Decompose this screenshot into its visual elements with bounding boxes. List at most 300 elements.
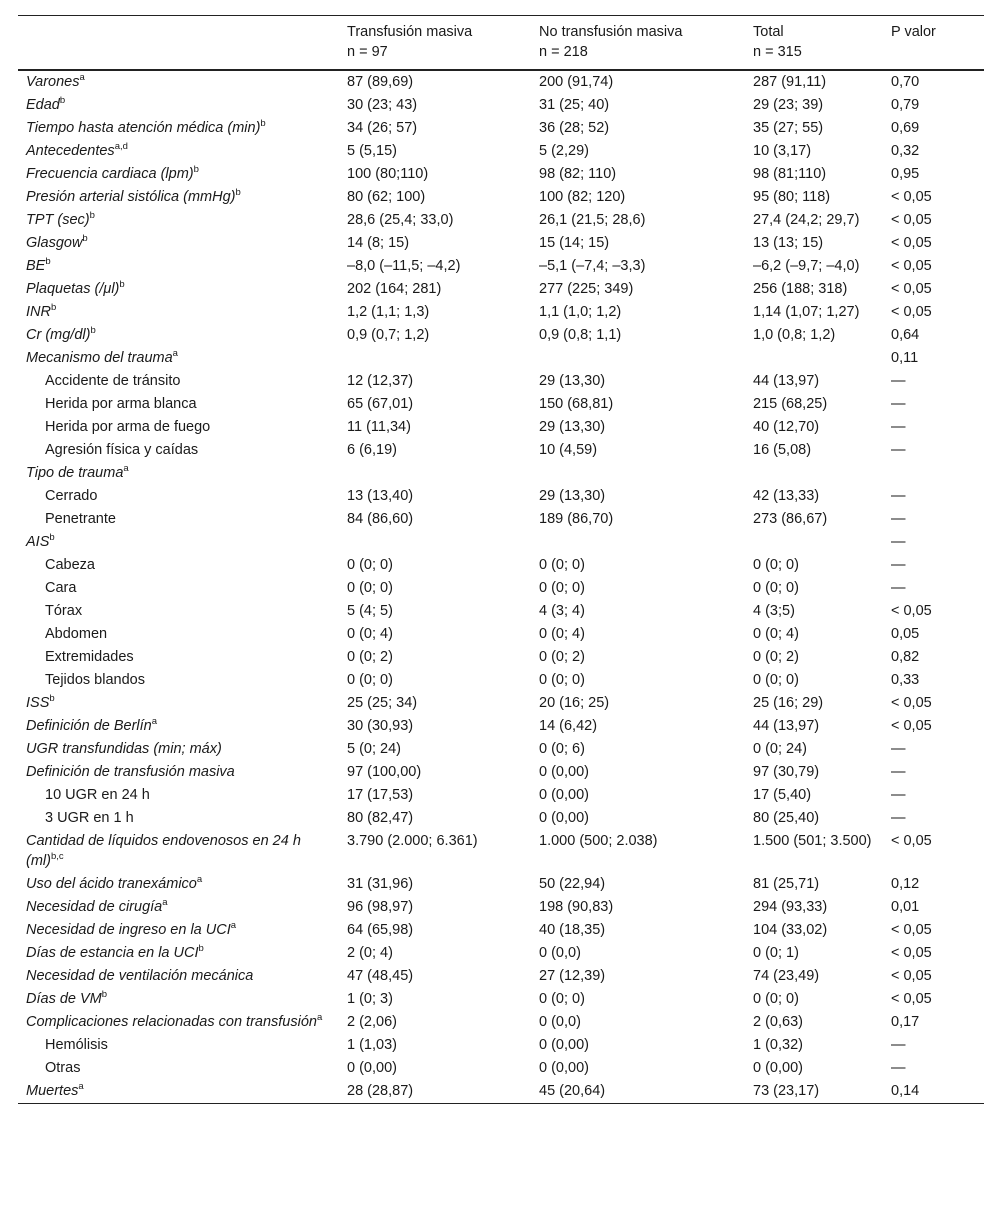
cell-p-valor: < 0,05 [891, 945, 932, 961]
row-label: Varones [26, 74, 80, 90]
row-label: BE [26, 258, 46, 274]
footnote-marker: a [316, 1012, 323, 1024]
row-label-cell [18, 347, 339, 370]
cell-no-transfusion-masiva: 40 (18,35) [539, 922, 606, 938]
row-label: Muertes [26, 1083, 79, 1099]
row-label: Abdomen [45, 626, 108, 642]
cell-p-valor: 0,32 [891, 143, 920, 159]
cell-total: 1.500 (501; 3.500) [753, 833, 872, 849]
cell-p-valor: — [891, 787, 906, 803]
table-row [18, 577, 984, 600]
row-label-cell [18, 393, 339, 416]
row-label-cell [18, 807, 339, 830]
row-label-cell [18, 94, 339, 117]
cell-total: 287 (91,11) [753, 74, 827, 90]
cell-p-valor: — [891, 419, 906, 435]
footnote-marker: a [78, 1081, 84, 1093]
row-label-cell [18, 554, 339, 577]
row-label: UGR transfundidas (min; máx) [26, 741, 222, 757]
table-row [18, 554, 984, 577]
table-row [18, 508, 984, 531]
cell-total [745, 531, 883, 554]
header-title: Total [753, 24, 784, 40]
cell-transfusion-masiva: 96 (98,97) [347, 899, 414, 915]
row-label-cell [18, 186, 339, 209]
row-label: 3 UGR en 1 h [45, 810, 134, 826]
row-label-cell [18, 738, 339, 761]
table-row [18, 278, 984, 301]
cell-no-transfusion-masiva: 4 (3; 4) [539, 603, 585, 619]
table-row [18, 1034, 984, 1057]
table-row [18, 186, 984, 209]
row-label: Edad [26, 97, 60, 113]
cell-no-transfusion-masiva: 5 (2,29) [539, 143, 589, 159]
cell-total: 13 (13; 15) [753, 235, 824, 251]
cell-transfusion-masiva: 0,9 (0,7; 1,2) [347, 327, 430, 343]
row-label-cell [18, 163, 339, 186]
cell-p-valor: 0,01 [891, 899, 920, 915]
cell-no-transfusion-masiva: 29 (13,30) [539, 373, 606, 389]
footnote-marker: a,d [114, 141, 128, 153]
table-row [18, 70, 984, 94]
cell-total: 0 (0; 0) [753, 580, 799, 596]
cell-total: 95 (80; 118) [753, 189, 831, 205]
header-n: n = 315 [753, 44, 802, 60]
cell-transfusion-masiva: 87 (89,69) [347, 74, 414, 90]
footnote-marker: b [90, 325, 96, 337]
cell-p-valor: — [891, 373, 906, 389]
cell-p-valor: 0,17 [891, 1014, 920, 1030]
row-label: Plaquetas (/μl) [26, 281, 120, 297]
cell-no-transfusion-masiva: 20 (16; 25) [539, 695, 610, 711]
cell-total: 17 (5,40) [753, 787, 812, 803]
cell-total: 215 (68,25) [753, 396, 828, 412]
cell-p-valor: < 0,05 [891, 718, 932, 734]
cell-transfusion-masiva: 0 (0; 2) [347, 649, 393, 665]
footnote-marker: b [198, 943, 204, 955]
table-row [18, 761, 984, 784]
cell-no-transfusion-masiva: –5,1 (–7,4; –3,3) [539, 258, 646, 274]
row-label-cell [18, 600, 339, 623]
cell-no-transfusion-masiva [531, 462, 745, 485]
row-label: Días de VM [26, 991, 102, 1007]
row-label-cell [18, 485, 339, 508]
row-label-cell [18, 896, 339, 919]
table-row [18, 485, 984, 508]
row-label-cell [18, 965, 339, 988]
cell-total: 25 (16; 29) [753, 695, 824, 711]
cell-total: 104 (33,02) [753, 922, 828, 938]
header-title: No transfusión masiva [539, 24, 683, 40]
row-label: Necesidad de ventilación mecánica [26, 968, 254, 984]
cell-p-valor: < 0,05 [891, 304, 932, 320]
cell-p-valor: — [891, 741, 906, 757]
cell-total: 10 (3,17) [753, 143, 812, 159]
footnote-marker: b [49, 693, 55, 705]
cell-transfusion-masiva: 64 (65,98) [347, 922, 414, 938]
footnote-marker: b,c [50, 851, 64, 863]
footnote-marker: b [101, 989, 108, 1001]
row-label-cell [18, 761, 339, 784]
cell-transfusion-masiva: 31 (31,96) [347, 876, 414, 892]
table-row [18, 1080, 984, 1104]
cell-total: 80 (25,40) [753, 810, 820, 826]
row-label: Frecuencia cardiaca (lpm) [26, 166, 194, 182]
cell-no-transfusion-masiva: 50 (22,94) [539, 876, 606, 892]
cell-no-transfusion-masiva: 277 (225; 349) [539, 281, 634, 297]
cell-transfusion-masiva: 5 (0; 24) [347, 741, 401, 757]
cell-total: 1,0 (0,8; 1,2) [753, 327, 836, 343]
row-label: Mecanismo del trauma [26, 350, 173, 366]
cell-no-transfusion-masiva: 10 (4,59) [539, 442, 598, 458]
row-label: TPT (sec) [26, 212, 90, 228]
cell-p-valor: — [891, 488, 906, 504]
row-label: INR [26, 304, 51, 320]
row-label: Glasgow [26, 235, 83, 251]
header-label-column [18, 16, 339, 71]
cell-transfusion-masiva: 0 (0,00) [347, 1060, 397, 1076]
table-row [18, 896, 984, 919]
table-row [18, 988, 984, 1011]
row-label: Tiempo hasta atención médica (min) [26, 120, 261, 136]
cell-transfusion-masiva: 2 (2,06) [347, 1014, 397, 1030]
cell-total: 294 (93,33) [753, 899, 828, 915]
cell-total: 97 (30,79) [753, 764, 820, 780]
cell-no-transfusion-masiva: 0 (0; 6) [539, 741, 585, 757]
row-label-cell [18, 646, 339, 669]
cell-total: 1,14 (1,07; 1,27) [753, 304, 860, 320]
cell-total: 0 (0; 24) [753, 741, 807, 757]
cell-p-valor: < 0,05 [891, 695, 932, 711]
cell-transfusion-masiva: 34 (26; 57) [347, 120, 418, 136]
footnote-marker: b [59, 95, 66, 107]
cell-p-valor: 0,14 [891, 1083, 920, 1099]
cell-no-transfusion-masiva: 0 (0,0) [539, 1014, 581, 1030]
table-row [18, 209, 984, 232]
cell-no-transfusion-masiva: 150 (68,81) [539, 396, 614, 412]
cell-p-valor: 0,64 [891, 327, 920, 343]
table-row [18, 439, 984, 462]
footnote-marker: b [235, 187, 241, 199]
cell-no-transfusion-masiva: 200 (91,74) [539, 74, 614, 90]
row-label: Cantidad de líquidos endovenosos en 24 h (ml) [26, 833, 301, 869]
table-row [18, 140, 984, 163]
cell-no-transfusion-masiva: 29 (13,30) [539, 488, 606, 504]
footnote-marker: a [230, 920, 237, 932]
cell-no-transfusion-masiva: 100 (82; 120) [539, 189, 626, 205]
cell-transfusion-masiva: 30 (30,93) [347, 718, 414, 734]
row-label-cell [18, 117, 339, 140]
row-label-cell [18, 1057, 339, 1080]
cell-p-valor: 0,12 [891, 876, 920, 892]
row-label: Herida por arma de fuego [45, 419, 211, 435]
cell-p-valor: < 0,05 [891, 833, 932, 849]
row-label-cell [18, 988, 339, 1011]
table-row [18, 94, 984, 117]
cell-no-transfusion-masiva: 0 (0; 0) [539, 557, 585, 573]
cell-p-valor: — [891, 396, 906, 412]
table-row [18, 255, 984, 278]
cell-total: 35 (27; 55) [753, 120, 824, 136]
cell-total: 44 (13,97) [753, 373, 820, 389]
row-label-cell [18, 508, 339, 531]
row-label: Cerrado [45, 488, 98, 504]
cell-p-valor: — [891, 764, 906, 780]
header-row [18, 16, 984, 71]
footnote-marker: a [172, 348, 178, 360]
cell-no-transfusion-masiva: 0 (0,00) [539, 810, 589, 826]
cell-transfusion-masiva: 30 (23; 43) [347, 97, 418, 113]
cell-total: 27,4 (24,2; 29,7) [753, 212, 860, 228]
table-row [18, 1011, 984, 1034]
row-label-cell [18, 1034, 339, 1057]
cell-no-transfusion-masiva: 0,9 (0,8; 1,1) [539, 327, 622, 343]
cell-total: 2 (0,63) [753, 1014, 803, 1030]
cell-p-valor: 0,95 [891, 166, 920, 182]
cell-p-valor: 0,70 [891, 74, 920, 90]
row-label-cell [18, 140, 339, 163]
footnote-marker: b [193, 164, 199, 176]
cell-p-valor: — [891, 557, 906, 573]
cell-no-transfusion-masiva [531, 531, 745, 554]
cell-total: 0 (0; 4) [753, 626, 799, 642]
row-label: 10 UGR en 24 h [45, 787, 150, 803]
cell-no-transfusion-masiva: 26,1 (21,5; 28,6) [539, 212, 646, 228]
table-row [18, 715, 984, 738]
footnote-marker: b [260, 118, 266, 130]
row-label: Accidente de tránsito [45, 373, 181, 389]
footnote-marker: b [89, 210, 95, 222]
cell-p-valor: — [891, 1037, 906, 1053]
table-row [18, 370, 984, 393]
cell-transfusion-masiva: 100 (80;110) [347, 166, 429, 182]
cell-transfusion-masiva: 3.790 (2.000; 6.361) [347, 833, 478, 849]
cell-no-transfusion-masiva: 31 (25; 40) [539, 97, 610, 113]
cell-no-transfusion-masiva: 0 (0,00) [539, 787, 589, 803]
row-label-cell [18, 1080, 339, 1104]
cell-no-transfusion-masiva: 1.000 (500; 2.038) [539, 833, 658, 849]
cell-p-valor: — [891, 810, 906, 826]
row-label-cell [18, 784, 339, 807]
header-no-transfusion-masiva [531, 16, 745, 71]
cell-no-transfusion-masiva: 0 (0,00) [539, 1037, 589, 1053]
cell-transfusion-masiva: 13 (13,40) [347, 488, 414, 504]
cell-total [745, 462, 883, 485]
row-label-cell [18, 669, 339, 692]
row-label-cell [18, 623, 339, 646]
cell-total: 73 (23,17) [753, 1083, 820, 1099]
row-label: ISS [26, 695, 50, 711]
row-label: Tejidos blandos [45, 672, 145, 688]
table-header [18, 16, 984, 71]
cell-transfusion-masiva: 5 (5,15) [347, 143, 397, 159]
cell-transfusion-masiva: –8,0 (–11,5; –4,2) [347, 258, 461, 274]
table-row [18, 873, 984, 896]
cell-p-valor: — [891, 442, 906, 458]
cell-p-valor: 0,82 [891, 649, 920, 665]
cell-transfusion-masiva: 0 (0; 4) [347, 626, 393, 642]
header-title: P valor [891, 24, 936, 40]
cell-p-valor: < 0,05 [891, 258, 932, 274]
data-table [18, 15, 984, 1104]
cell-transfusion-masiva: 1 (1,03) [347, 1037, 397, 1053]
cell-p-valor: < 0,05 [891, 603, 932, 619]
cell-transfusion-masiva: 1 (0; 3) [347, 991, 393, 1007]
header-n: n = 218 [539, 44, 588, 60]
footnote-marker: a [151, 716, 158, 728]
row-label-cell [18, 830, 339, 873]
cell-no-transfusion-masiva: 45 (20,64) [539, 1083, 606, 1099]
table-row [18, 692, 984, 715]
row-label-cell [18, 232, 339, 255]
cell-p-valor: < 0,05 [891, 281, 932, 297]
row-label: AIS [26, 534, 50, 550]
table-row [18, 669, 984, 692]
row-label: Tórax [45, 603, 83, 619]
footnote-marker: a [162, 897, 168, 909]
row-label-cell [18, 70, 339, 94]
row-label: Definición de transfusión masiva [26, 764, 235, 780]
row-label: Necesidad de cirugía [26, 899, 163, 915]
cell-total: 256 (188; 318) [753, 281, 848, 297]
row-label-cell [18, 692, 339, 715]
row-label: Uso del ácido tranexámico [26, 876, 197, 892]
row-label-cell [18, 462, 339, 485]
table-row [18, 623, 984, 646]
row-label: Antecedentes [26, 143, 115, 159]
table-row [18, 965, 984, 988]
cell-no-transfusion-masiva: 36 (28; 52) [539, 120, 610, 136]
cell-total: 42 (13,33) [753, 488, 820, 504]
row-label: Definición de Berlín [26, 718, 152, 734]
row-label-cell [18, 209, 339, 232]
row-label-cell [18, 416, 339, 439]
cell-p-valor: — [891, 1060, 906, 1076]
cell-transfusion-masiva: 17 (17,53) [347, 787, 414, 803]
table-row [18, 163, 984, 186]
row-label-cell [18, 278, 339, 301]
cell-p-valor: 0,11 [891, 350, 919, 366]
table-row [18, 942, 984, 965]
cell-no-transfusion-masiva: 0 (0; 0) [539, 580, 585, 596]
row-label-cell [18, 439, 339, 462]
cell-total: 0 (0; 1) [753, 945, 799, 961]
cell-transfusion-masiva: 11 (11,34) [347, 419, 411, 435]
cell-p-valor: < 0,05 [891, 968, 932, 984]
row-label-cell [18, 301, 339, 324]
table-row [18, 784, 984, 807]
cell-no-transfusion-masiva: 14 (6,42) [539, 718, 598, 734]
cell-transfusion-masiva: 12 (12,37) [347, 373, 414, 389]
table-row [18, 600, 984, 623]
cell-transfusion-masiva: 80 (62; 100) [347, 189, 426, 205]
cell-total: 98 (81;110) [753, 166, 827, 182]
footnote-marker: b [45, 256, 51, 268]
cell-total [745, 347, 883, 370]
cell-total: 1 (0,32) [753, 1037, 803, 1053]
cell-transfusion-masiva: 0 (0; 0) [347, 557, 393, 573]
header-n: n = 97 [347, 44, 388, 60]
row-label-cell [18, 919, 339, 942]
cell-transfusion-masiva: 47 (48,45) [347, 968, 414, 984]
cell-transfusion-masiva: 65 (67,01) [347, 396, 414, 412]
cell-no-transfusion-masiva: 198 (90,83) [539, 899, 614, 915]
cell-p-valor: 0,69 [891, 120, 920, 136]
row-label-cell [18, 873, 339, 896]
cell-p-valor: 0,33 [891, 672, 920, 688]
table-row [18, 919, 984, 942]
table-body [18, 70, 984, 1104]
table-row [18, 807, 984, 830]
table-row [18, 393, 984, 416]
footnote-marker: a [123, 463, 129, 475]
table-row [18, 324, 984, 347]
cell-total: 4 (3;5) [753, 603, 795, 619]
cell-total: 16 (5,08) [753, 442, 812, 458]
cell-no-transfusion-masiva: 0 (0; 0) [539, 672, 585, 688]
cell-total: 0 (0; 2) [753, 649, 799, 665]
cell-total: 40 (12,70) [753, 419, 820, 435]
footnote-marker: b [119, 279, 125, 291]
cell-no-transfusion-masiva: 0 (0,00) [539, 1060, 589, 1076]
cell-p-valor: 0,05 [891, 626, 920, 642]
table-row [18, 531, 984, 554]
row-label-cell [18, 942, 339, 965]
header-transfusion-masiva [339, 16, 531, 71]
cell-transfusion-masiva: 14 (8; 15) [347, 235, 410, 251]
cell-p-valor: < 0,05 [891, 922, 932, 938]
cell-total: 273 (86,67) [753, 511, 828, 527]
row-label-cell [18, 1011, 339, 1034]
cell-total: –6,2 (–9,7; –4,0) [753, 258, 860, 274]
cell-transfusion-masiva: 0 (0; 0) [347, 580, 393, 596]
footnote-marker: b [82, 233, 88, 245]
cell-no-transfusion-masiva: 0 (0; 2) [539, 649, 585, 665]
footnote-marker: a [79, 72, 85, 84]
cell-transfusion-masiva: 2 (0; 4) [347, 945, 393, 961]
header-title: Transfusión masiva [347, 24, 473, 40]
cell-transfusion-masiva: 28 (28,87) [347, 1083, 414, 1099]
cell-no-transfusion-masiva: 15 (14; 15) [539, 235, 610, 251]
row-label: Hemólisis [45, 1037, 108, 1053]
cell-no-transfusion-masiva: 0 (0,00) [539, 764, 589, 780]
row-label: Tipo de trauma [26, 465, 124, 481]
cell-transfusion-masiva: 97 (100,00) [347, 764, 422, 780]
cell-p-valor: — [891, 580, 906, 596]
cell-p-valor: < 0,05 [891, 235, 932, 251]
row-label: Presión arterial sistólica (mmHg) [26, 189, 236, 205]
cell-transfusion-masiva: 28,6 (25,4; 33,0) [347, 212, 454, 228]
cell-p-valor: — [891, 534, 906, 550]
row-label: Cr (mg/dl) [26, 327, 91, 343]
cell-no-transfusion-masiva: 1,1 (1,0; 1,2) [539, 304, 622, 320]
row-label-cell [18, 715, 339, 738]
cell-p-valor [883, 462, 984, 485]
cell-total: 29 (23; 39) [753, 97, 824, 113]
footnote-marker: b [49, 532, 55, 544]
table-row [18, 301, 984, 324]
cell-p-valor: 0,79 [891, 97, 920, 113]
cell-transfusion-masiva: 1,2 (1,1; 1,3) [347, 304, 430, 320]
cell-transfusion-masiva [339, 531, 531, 554]
cell-total: 74 (23,49) [753, 968, 820, 984]
cell-transfusion-masiva: 202 (164; 281) [347, 281, 442, 297]
cell-transfusion-masiva: 25 (25; 34) [347, 695, 418, 711]
cell-transfusion-masiva: 0 (0; 0) [347, 672, 393, 688]
cell-transfusion-masiva [339, 347, 531, 370]
row-label-cell [18, 255, 339, 278]
cell-no-transfusion-masiva [531, 347, 745, 370]
